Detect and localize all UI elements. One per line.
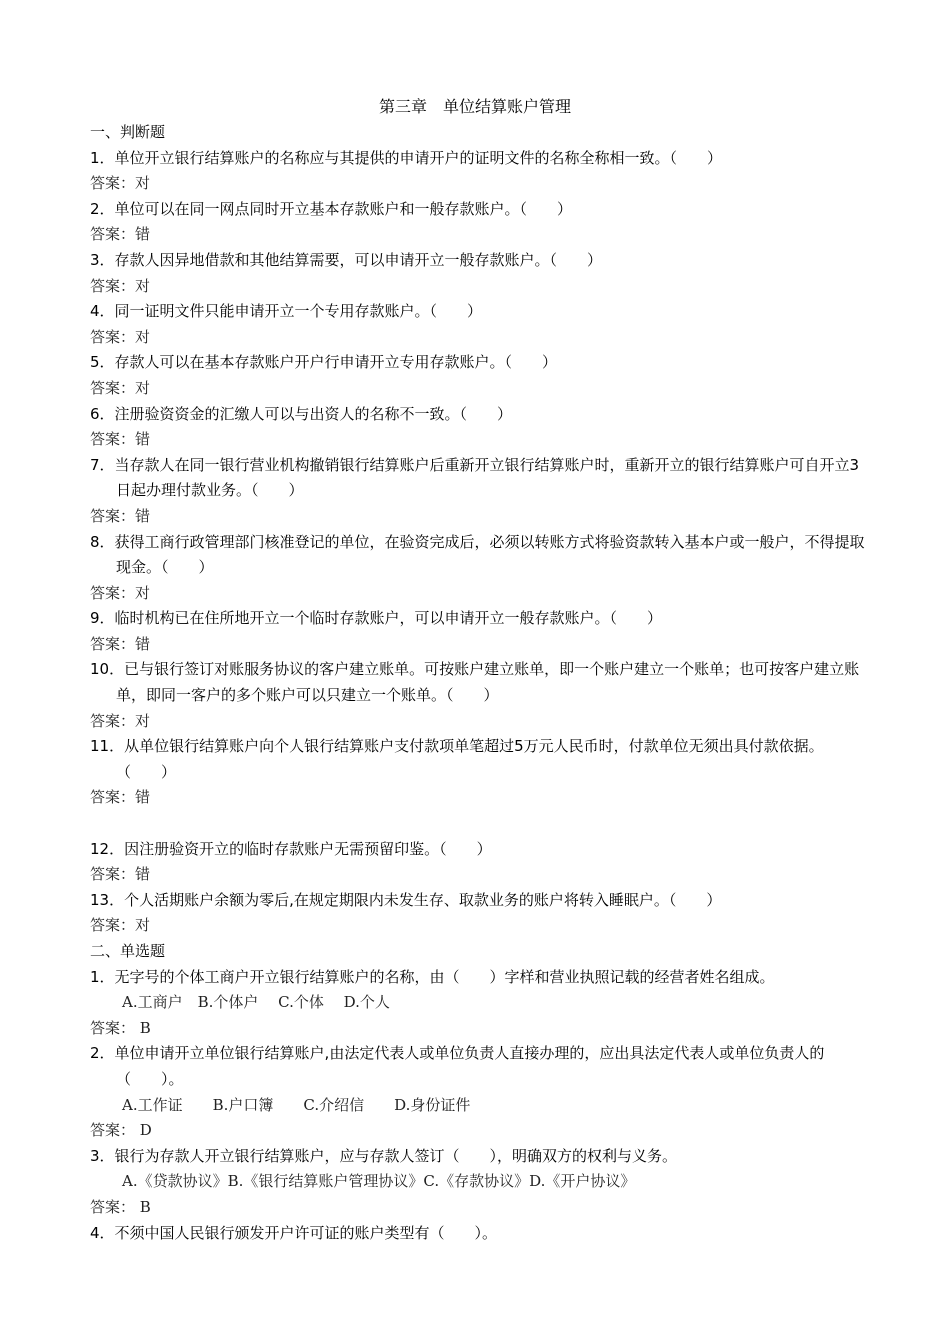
question-4: 4．同一证明文件只能申请开立一个专用存款账户。（ ） [90, 302, 483, 321]
question-8: 8．获得工商行政管理部门核准登记的单位，在验资完成后，必须以转账方式将验资款转入基本户或一般户，不得提取现金。（ ） [90, 532, 865, 577]
answer-13: 答案：对 [90, 916, 151, 935]
answer-5: 答案：对 [90, 378, 151, 397]
mc-answer-2: 答案： D [90, 1121, 152, 1140]
section-heading-true-false: 一、判断题 [90, 123, 166, 141]
mc-options-2: A.工作证 B.户口簿 C.介绍信 D.身份证件 [122, 1095, 471, 1114]
answer-3: 答案：对 [90, 276, 151, 295]
answer-9: 答案：错 [90, 634, 151, 653]
question-11: 11．从单位银行结算账户向个人银行结算账户支付款项单笔超过5万元人民币时，付款单位无须出具付款依据。（ ） [90, 737, 824, 781]
section-heading-single-choice: 二、单选题 [90, 942, 166, 960]
mc-options-3: A.《贷款协议》B.《银行结算账户管理协议》C.《存款协议》D.《开户协议》 [122, 1172, 636, 1191]
question-5: 5．存款人可以在基本存款账户开户行申请开立专用存款账户。（ ） [90, 353, 558, 372]
question-6: 6．注册验资资金的汇缴人可以与出资人的名称不一致。（ ） [90, 404, 513, 423]
mc-question-4: 4．不须中国人民银行颁发开户许可证的账户类型有（ ）。 [90, 1223, 498, 1242]
answer-1: 答案：对 [90, 174, 151, 193]
chapter-title: 第三章 单位结算账户管理 [378, 97, 571, 116]
document-body [90, 120, 865, 1246]
answer-12: 答案：错 [90, 865, 151, 884]
answer-4: 答案：对 [90, 327, 151, 346]
question-12: 12．因注册验资开立的临时存款账户无需预留印鉴。（ ） [90, 839, 492, 858]
mc-answer-1: 答案： B [90, 1018, 151, 1037]
blank-line [90, 811, 865, 837]
answer-6: 答案：错 [90, 430, 151, 449]
mc-answer-3: 答案： B [90, 1197, 151, 1216]
answer-11: 答案：错 [90, 788, 151, 807]
mc-options-1: A.工商户 B.个体户 C.个体 D.个人 [122, 993, 390, 1012]
question-13: 13．个人活期账户余额为零后,在规定期限内未发生存、取款业务的账户将转入睡眠户。（ ） [90, 890, 722, 909]
mc-question-2: 2．单位申请开立单位银行结算账户,由法定代表人或单位负责人直接办理的，应出具法定代表人或单位负责人的（ ）。 [90, 1044, 825, 1088]
question-2: 2．单位可以在同一网点同时开立基本存款账户和一般存款账户。（ ） [90, 199, 573, 218]
question-9: 9．临时机构已在住所地开立一个临时存款账户，可以申请开立一般存款账户。（ ） [90, 609, 663, 628]
answer-7: 答案：错 [90, 506, 151, 525]
question-10: 10．已与银行签订对账服务协议的客户建立账单。可按账户建立账单，即一个账户建立一个账单；也可按客户建立账单，即同一客户的多个账户可以只建立一个账单。（ ） [90, 660, 860, 705]
answer-2: 答案：错 [90, 225, 151, 244]
answer-10: 答案：对 [90, 711, 151, 730]
answer-8: 答案：对 [90, 583, 151, 602]
question-1: 1．单位开立银行结算账户的名称应与其提供的申请开户的证明文件的名称全称相一致。（ ） [90, 148, 723, 167]
question-3: 3．存款人因异地借款和其他结算需要，可以申请开立一般存款账户。（ ） [90, 250, 603, 269]
mc-question-1: 1．无字号的个体工商户开立银行结算账户的名称，由（ ）字样和营业执照记载的经营者姓名组成。 [90, 967, 775, 986]
question-7: 7．当存款人在同一银行营业机构撤销银行结算账户后重新开立银行结算账户时，重新开立的银行结算账户可自开立3日起办理付款业务。（ ） [90, 455, 860, 500]
mc-question-3: 3．银行为存款人开立银行结算账户，应与存款人签订（ ），明确双方的权利与义务。 [90, 1146, 678, 1165]
